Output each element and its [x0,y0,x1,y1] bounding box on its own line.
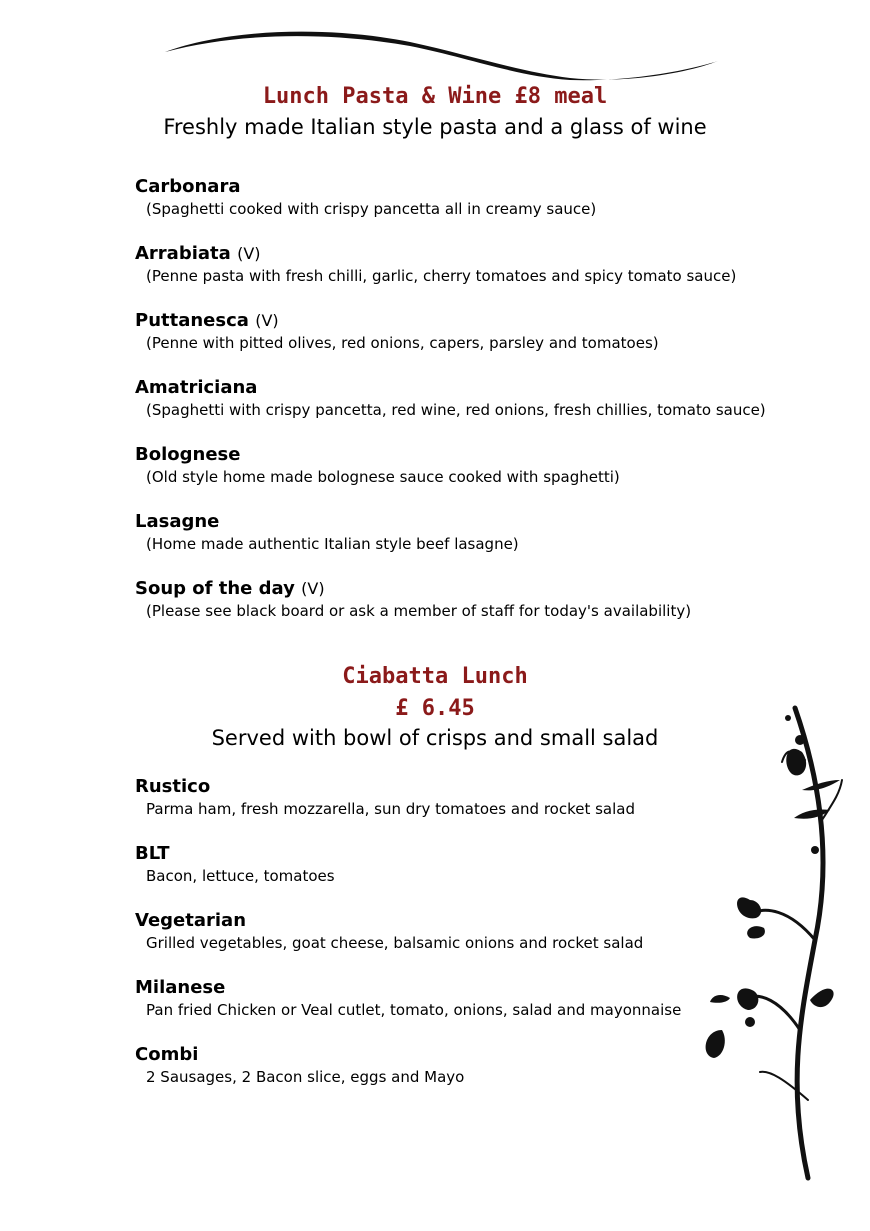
vegetarian-tag: (V) [255,311,279,330]
menu-item [135,444,620,487]
menu-item [135,578,691,621]
menu-item [135,511,519,554]
menu-item [135,843,335,886]
item-description: (Penne with pitted olives, red onions, capers, parsley and tomatoes) [146,334,659,352]
item-description: (Spaghetti with crispy pancetta, red wine, red onions, fresh chillies, tomato sauce) [146,401,766,419]
menu-item [135,377,766,420]
menu-item [135,977,681,1020]
item-name: Vegetarian [135,910,247,931]
item-name: Arrabiata [135,243,231,264]
vegetarian-tag: (V) [237,244,261,263]
ciabatta-price: £ 6.45 [395,696,475,721]
item-description: Parma ham, fresh mozzarella, sun dry tomatoes and rocket salad [146,800,636,818]
item-description: Grilled vegetables, goat cheese, balsamic onions and rocket salad [146,934,644,952]
item-description: (Please see black board or ask a member of staff for today's availability) [146,602,692,620]
item-name: Rustico [135,776,211,797]
item-name: Bolognese [135,444,241,465]
item-name: Combi [135,1044,199,1065]
menu-item [135,776,635,819]
ciabatta-section-subtitle: Served with bowl of crisps and small salad [211,726,659,750]
menu-item [135,176,596,219]
item-name: Soup of the day [135,578,295,599]
item-name: Puttanesca [135,310,249,331]
item-description: Bacon, lettuce, tomatoes [146,867,335,885]
top-swoosh-decoration [0,0,870,90]
item-name: Carbonara [135,176,241,197]
item-description: (Old style home made bolognese sauce cooked with spaghetti) [146,468,620,486]
floral-vine-decoration [690,700,850,1190]
item-description: Pan fried Chicken or Veal cutlet, tomato, onions, salad and mayonnaise [146,1001,682,1019]
menu-item [135,910,643,953]
vegetarian-tag: (V) [301,579,325,598]
menu-item [135,1044,464,1087]
item-description: (Spaghetti cooked with crispy pancetta all in creamy sauce) [146,200,597,218]
menu-item [135,310,659,353]
item-description: 2 Sausages, 2 Bacon slice, eggs and Mayo [146,1068,465,1086]
pasta-section-subtitle: Freshly made Italian style pasta and a glass of wine [163,115,707,139]
menu-item [135,243,736,286]
item-name: Amatriciana [135,377,258,398]
ciabatta-section-title: Ciabatta Lunch [342,664,528,689]
item-name: BLT [135,843,170,864]
pasta-section-title: Lunch Pasta & Wine £8 meal [262,84,608,109]
item-name: Lasagne [135,511,220,532]
item-description: (Home made authentic Italian style beef lasagne) [146,535,519,553]
item-name: Milanese [135,977,226,998]
item-description: (Penne pasta with fresh chilli, garlic, cherry tomatoes and spicy tomato sauce) [146,267,737,285]
